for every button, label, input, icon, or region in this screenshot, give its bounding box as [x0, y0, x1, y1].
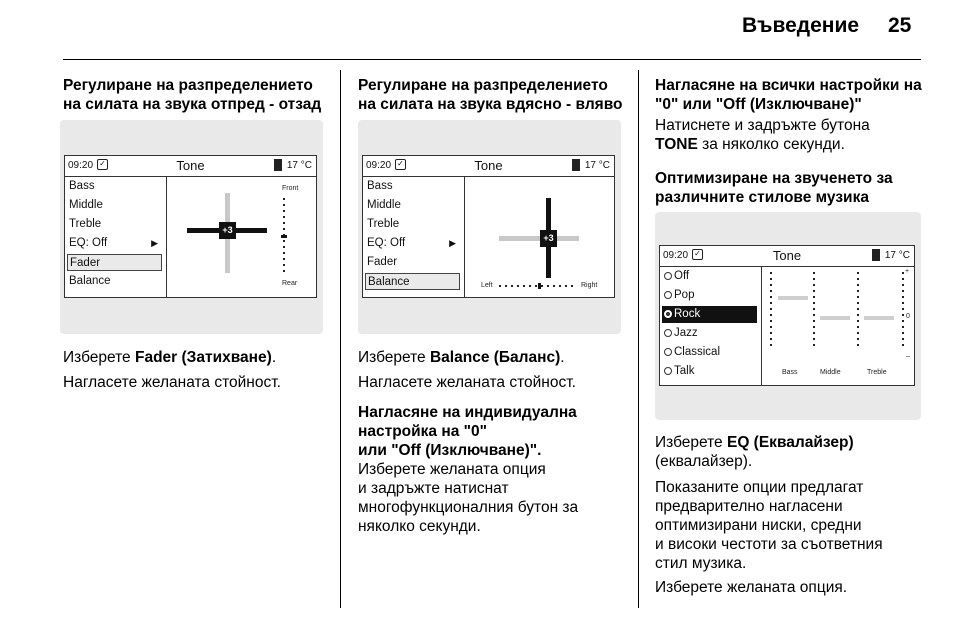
column-divider-2	[638, 70, 639, 608]
clock-icon: ✓	[692, 249, 703, 260]
eq-option-rock[interactable]: Rock	[662, 306, 757, 323]
fader-adjust-text: Нагласете желаната стойност.	[63, 374, 281, 391]
eq-band-middle: Middle	[820, 369, 841, 376]
menu-item-eq[interactable]: EQ: Off ▶	[365, 235, 460, 252]
eq-band-treble: Treble	[867, 369, 887, 376]
fader-screenshot	[60, 120, 323, 334]
eq-screen	[659, 245, 915, 386]
radio-icon	[664, 329, 672, 337]
door-icon	[274, 159, 282, 171]
balance-screenshot	[358, 120, 621, 334]
page-title: Въведение	[742, 14, 860, 37]
eq-minus-label: –	[906, 353, 910, 360]
rear-label: Rear	[282, 280, 298, 287]
balance-horizontal-track	[499, 236, 579, 241]
right-label: Right	[581, 282, 598, 289]
menu-item-middle[interactable]: Middle	[367, 199, 401, 211]
balance-marker	[538, 283, 541, 289]
eq-bass-level	[778, 296, 808, 300]
left-label: Left	[481, 282, 493, 289]
eq-treble-level	[864, 316, 894, 320]
eq-menu	[660, 266, 762, 385]
front-label: Front	[282, 185, 299, 192]
tone-screen	[64, 155, 317, 298]
eq-middle-level	[820, 316, 850, 320]
fader-marker	[281, 235, 287, 238]
fader-knob[interactable]: +3	[219, 222, 236, 239]
menu-item-treble[interactable]: Treble	[69, 218, 102, 230]
eq-plus-label: +	[905, 268, 910, 275]
fader-instruction: Изберете Fader (Затихване).	[63, 349, 277, 366]
eq-select-text: Изберете желаната опция.	[655, 579, 848, 596]
clock-icon: ✓	[97, 159, 108, 170]
balance-instruction: Изберете Balance (Баланс).	[358, 349, 565, 366]
status-bar: 09:20 ✓ Tone 17 °C	[660, 246, 914, 267]
radio-icon	[664, 367, 672, 375]
header-rule	[63, 59, 921, 60]
tone-menu	[363, 176, 465, 297]
radio-selected-icon	[664, 310, 672, 318]
eq-option-jazz[interactable]: Jazz	[662, 325, 757, 342]
radio-icon	[664, 348, 672, 356]
eq-scale-4	[902, 272, 904, 350]
eq-band-bass: Bass	[782, 369, 798, 376]
menu-item-fader[interactable]: Fader	[67, 254, 162, 271]
eq-heading: Оптимизиране на звученето за различните стилове музика	[655, 170, 893, 206]
reset-all-text: Натиснете и задръжте бутона TONE за няколко секунди.	[655, 117, 870, 153]
eq-scale-2	[813, 272, 815, 350]
door-icon	[572, 159, 580, 171]
eq-screenshot	[655, 212, 921, 420]
menu-item-bass[interactable]: Bass	[367, 180, 393, 192]
radio-icon	[664, 272, 672, 280]
column-divider-1	[340, 70, 341, 608]
eq-scale-3	[857, 272, 859, 350]
status-bar: 09:20 ✓ Tone 17 °C	[363, 156, 614, 177]
balance-adjust-text: Нагласете желаната стойност.	[358, 374, 576, 391]
status-bar: 09:20 ✓ Tone 17 °C	[65, 156, 316, 177]
page-number: 25	[888, 14, 912, 37]
eq-option-classical[interactable]: Classical	[662, 344, 757, 361]
eq-instruction: Изберете EQ (Еквалайзер) (еквалайзер).	[655, 434, 854, 470]
reset-individual-text: Изберете желаната опция и задръжте натиснат многофункционалния бутон за няколко секунди.	[358, 461, 579, 535]
arrow-right-icon: ▶	[449, 238, 456, 248]
tone-screen	[362, 155, 615, 298]
eq-option-off[interactable]: Off	[662, 268, 757, 285]
balance-knob[interactable]: +3	[540, 230, 557, 247]
reset-individual-heading: Нагласяне на индивидуална настройка на "0" или "Off (Изключване)".	[358, 404, 577, 459]
eq-description: Показаните опции предлагат предварително нагласени оптимизирани ниски, средни и високи честоти за съответния стил музика.	[655, 479, 883, 572]
fader-heading: Регулиране на разпределението на силата на звука отпред - отзад	[63, 77, 322, 113]
menu-item-balance[interactable]: Balance	[69, 275, 111, 287]
menu-item-treble[interactable]: Treble	[367, 218, 400, 230]
menu-item-balance[interactable]: Balance	[365, 273, 460, 290]
menu-item-eq[interactable]: EQ: Off ▶	[67, 235, 162, 252]
reset-all-heading: Нагласяне на всички настройки на "0" или "Off (Изключване)"	[655, 77, 922, 113]
menu-item-middle[interactable]: Middle	[69, 199, 103, 211]
menu-item-fader[interactable]: Fader	[367, 256, 398, 268]
radio-icon	[664, 291, 672, 299]
clock-icon: ✓	[395, 159, 406, 170]
tone-menu	[65, 176, 167, 297]
arrow-right-icon: ▶	[151, 238, 158, 248]
door-icon	[872, 249, 880, 261]
eq-zero-label: 0	[906, 313, 910, 320]
menu-item-bass[interactable]: Bass	[69, 180, 95, 192]
eq-option-talk[interactable]: Talk	[662, 363, 757, 380]
eq-option-pop[interactable]: Pop	[662, 287, 757, 304]
eq-scale-1	[770, 272, 772, 350]
balance-heading: Регулиране на разпределението на силата на звука вдясно - вляво	[358, 77, 623, 113]
